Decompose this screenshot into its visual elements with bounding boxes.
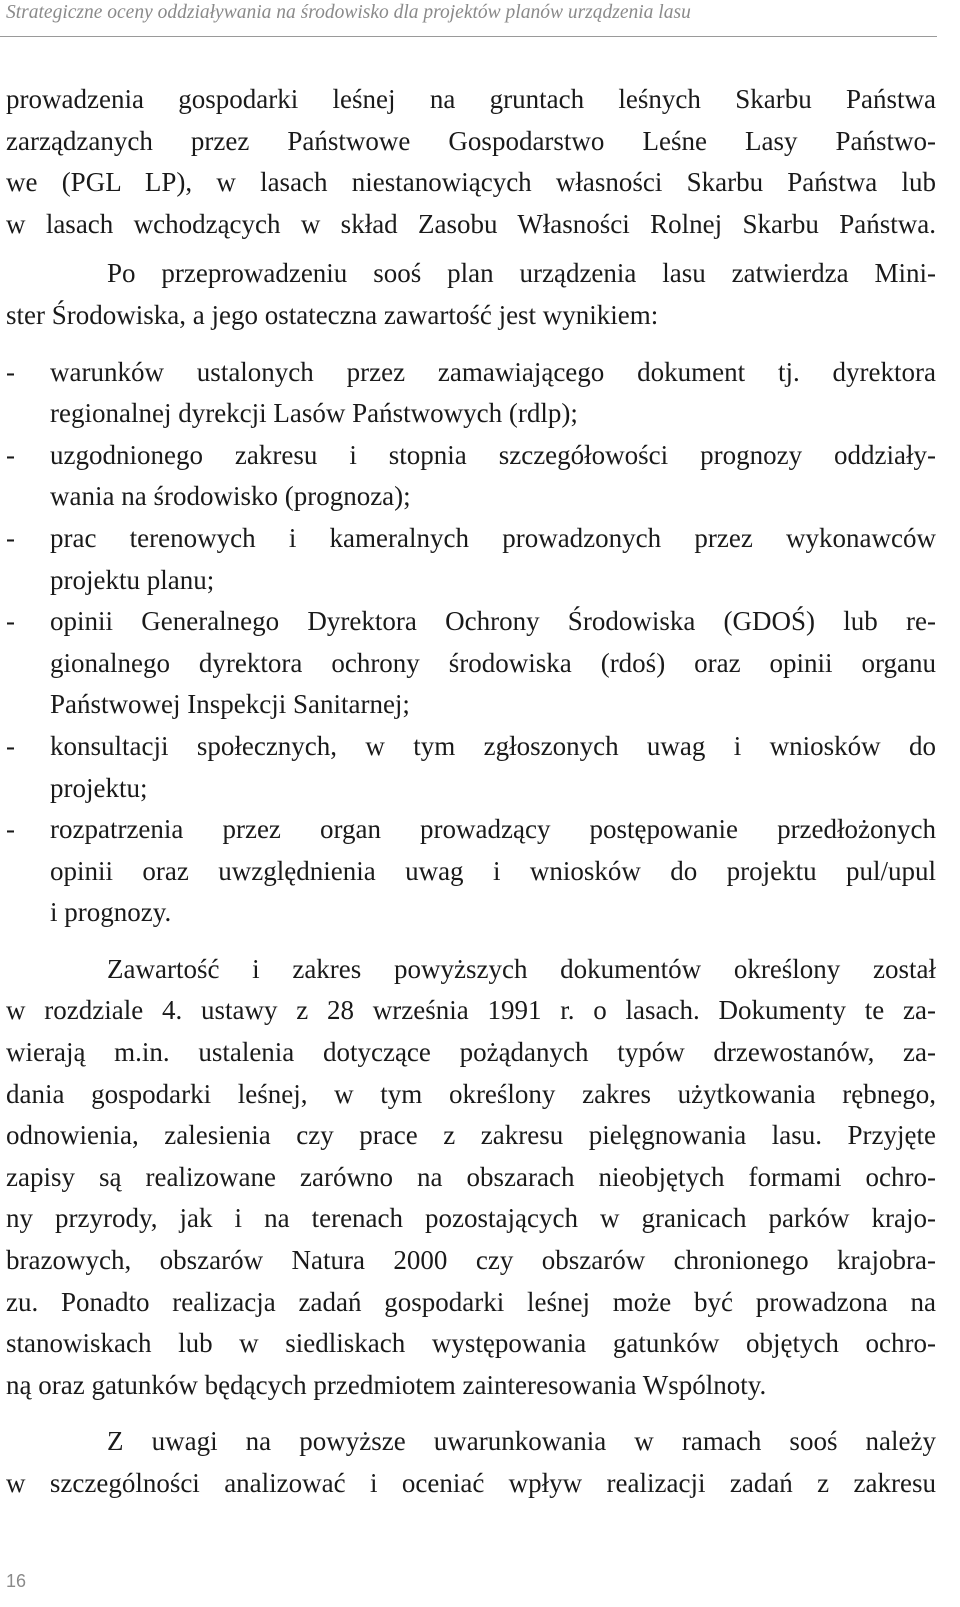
text-line: regionalnej dyrekcji Lasów Państwowych (rdlp); [50, 398, 578, 429]
text-line: w lasach wchodzących w skład Zasobu Własności Rolnej Skarbu Państwa. [6, 208, 936, 239]
text-line: Państwowej Inspekcji Sanitarnej; [50, 689, 410, 720]
text-line: Z uwagi na powyższe uwarunkowania w ramach sooś należy [107, 1426, 936, 1457]
list-item [6, 601, 936, 726]
text-line: opinii oraz uwzględnienia uwag i wniosków do projektu pul/upul [50, 855, 936, 886]
paragraph-conclusion [6, 1421, 936, 1504]
text-line: opinii Generalnego Dyrektora Ochrony Środowiska (GDOŚ) lub re- [50, 606, 936, 637]
text-line: w szczególności analizować i oceniać wpływ realizacji zadań z zakresu [6, 1468, 936, 1498]
list-item [6, 726, 936, 809]
text-line: gionalnego dyrektora ochrony środowiska (rdoś) oraz opinii organu [50, 647, 936, 678]
text-line: we (PGL LP), w lasach niestanowiących własności Skarbu Państwa lub [6, 167, 936, 198]
paragraph-document-scope [6, 949, 936, 1407]
text-line: Zawartość i zakres powyższych dokumentów określony został [107, 953, 936, 984]
text-line: ster Środowiska, a jego ostateczna zawartość jest wynikiem: [6, 299, 659, 330]
bullet-dash: - [6, 814, 15, 845]
text-line: i prognozy. [50, 897, 172, 928]
paragraph-approval [6, 253, 936, 336]
text-line: projektu planu; [50, 564, 215, 595]
text-line: konsultacji społecznych, w tym zgłoszonych uwag i wniosków do [50, 730, 936, 761]
bullet-dash: - [6, 439, 15, 470]
text-line: zu. Ponadto realizacja zadań gospodarki leśnej może być prowadzona na [6, 1286, 936, 1317]
list-item [6, 809, 936, 934]
text-line: w rozdziale 4. ustawy z 28 września 1991 r. o lasach. Dokumenty te za- [6, 995, 936, 1026]
text-line: Po przeprowadzeniu sooś plan urządzenia lasu zatwierdza Mini- [107, 258, 936, 289]
text-line: ną oraz gatunków będących przedmiotem zainteresowania Wspólnoty. [6, 1369, 767, 1400]
text-line: rozpatrzenia przez organ prowadzący postępowanie przedłożonych [50, 814, 936, 845]
text-line: dania gospodarki leśnej, w tym określony zakres użytkowania rębnego, [6, 1078, 936, 1109]
bullet-dash: - [6, 356, 15, 387]
bullet-dash: - [6, 522, 15, 553]
text-line: ny przyrody, jak i na terenach pozostających w granicach parków krajo- [6, 1203, 936, 1234]
list-item [6, 435, 936, 518]
header-divider [0, 36, 937, 37]
list-item [6, 518, 936, 601]
running-header: Strategiczne oceny oddziaływania na środowisko dla projektów planów urządzenia lasu [6, 2, 691, 23]
text-line: zapisy są realizowane zarówno na obszarach nieobjętych formami ochro- [6, 1161, 936, 1192]
list-item [6, 352, 936, 435]
text-line: stanowiskach lub w siedliskach występowania gatunków objętych ochro- [6, 1328, 936, 1359]
page-body [6, 79, 936, 1505]
text-line: prowadzenia gospodarki leśnej na gruntach leśnych Skarbu Państwa [6, 84, 936, 114]
bullet-dash: - [6, 730, 15, 761]
text-line: brazowych, obszarów Natura 2000 czy obszarów chronionego krajobra- [6, 1245, 936, 1276]
text-line: odnowienia, zalesienia czy prace z zakresu pielęgnowania lasu. Przyjęte [6, 1120, 936, 1151]
text-line: projektu; [50, 772, 148, 803]
text-line: wania na środowisko (prognoza); [50, 481, 411, 512]
bullet-dash: - [6, 606, 15, 637]
text-line: prac terenowych i kameralnych prowadzonych przez wykonawców [50, 522, 936, 553]
page-number: 16 [6, 1571, 27, 1591]
bullet-list [6, 352, 936, 934]
text-line: warunków ustalonych przez zamawiającego dokument tj. dyrektora [50, 356, 936, 387]
paragraph-continuation [6, 79, 936, 245]
text-line: uzgodnionego zakresu i stopnia szczegółowości prognozy oddziały- [50, 439, 936, 470]
text-line: wierają m.in. ustalenia dotyczące pożądanych typów drzewostanów, za- [6, 1037, 936, 1068]
text-line: zarządzanych przez Państwowe Gospodarstwo Leśne Lasy Państwo- [6, 125, 936, 156]
